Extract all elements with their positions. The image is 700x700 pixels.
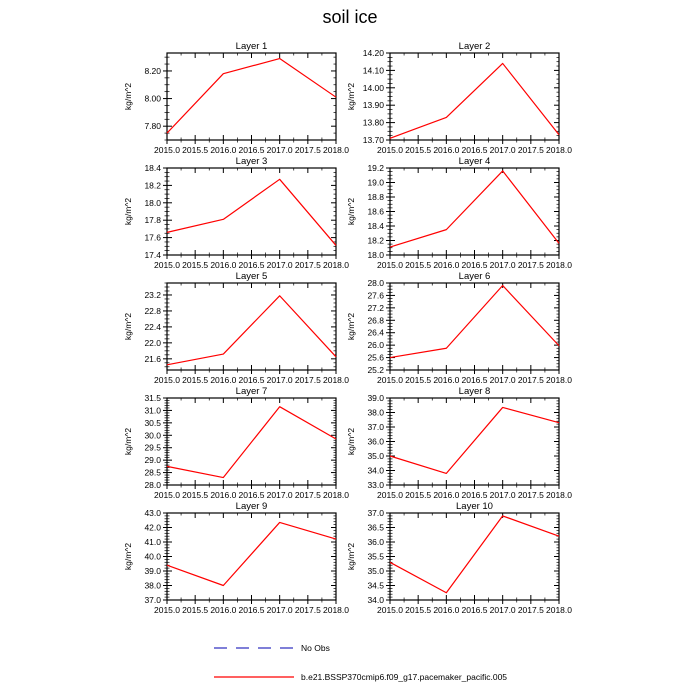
- plot-frame: [390, 283, 559, 370]
- svg-text:2016.0: 2016.0: [433, 260, 460, 270]
- svg-text:43.0: 43.0: [144, 508, 161, 518]
- chart-cell-layer-10: [345, 500, 581, 627]
- svg-text:7.80: 7.80: [144, 121, 161, 132]
- svg-text:2018.0: 2018.0: [546, 490, 572, 500]
- svg-text:35.5: 35.5: [367, 551, 384, 562]
- svg-text:38.0: 38.0: [144, 580, 161, 591]
- x-tick-labels: [377, 490, 572, 500]
- axis-ticks: [163, 168, 336, 259]
- series-line: [167, 296, 336, 365]
- svg-text:37.0: 37.0: [367, 508, 384, 518]
- svg-text:2017.0: 2017.0: [489, 375, 516, 385]
- svg-text:26.0: 26.0: [367, 340, 384, 351]
- svg-text:2017.0: 2017.0: [266, 375, 293, 385]
- subplot-title: Layer 2: [458, 41, 491, 52]
- chart-layer-10: [345, 500, 581, 627]
- subplot-title: Layer 1: [235, 41, 268, 52]
- y-axis-label: kg/m^2: [123, 542, 133, 571]
- svg-text:2017.0: 2017.0: [266, 145, 293, 155]
- svg-text:18.2: 18.2: [367, 235, 384, 246]
- plot-frame: [167, 513, 336, 600]
- svg-text:25.2: 25.2: [367, 365, 384, 375]
- series-line: [167, 407, 336, 478]
- x-tick-labels: [377, 605, 572, 615]
- svg-text:28.0: 28.0: [367, 278, 384, 288]
- svg-text:2016.5: 2016.5: [238, 375, 265, 385]
- chart-cell-layer-9: [122, 500, 358, 627]
- svg-text:2015.5: 2015.5: [405, 260, 432, 270]
- svg-text:2015.0: 2015.0: [154, 145, 180, 155]
- svg-text:17.8: 17.8: [144, 215, 161, 226]
- legend-item-model-run: [213, 670, 507, 683]
- chart-layer-2: [345, 40, 581, 167]
- chart-layer-3: [122, 155, 358, 282]
- svg-text:19.2: 19.2: [367, 163, 384, 173]
- subplot-title: Layer 4: [458, 156, 491, 167]
- y-tick-labels: [144, 508, 161, 605]
- svg-text:2016.0: 2016.0: [433, 490, 460, 500]
- legend-item-no-obs: [213, 641, 507, 654]
- subplot-title: Layer 3: [235, 156, 268, 167]
- svg-text:17.6: 17.6: [144, 232, 161, 243]
- svg-text:34.5: 34.5: [367, 580, 384, 591]
- legend: [213, 641, 507, 683]
- svg-text:13.70: 13.70: [362, 135, 384, 145]
- svg-text:2016.0: 2016.0: [210, 490, 237, 500]
- y-axis-label: kg/m^2: [123, 82, 133, 111]
- svg-text:2018.0: 2018.0: [323, 145, 349, 155]
- svg-text:35.0: 35.0: [367, 566, 384, 576]
- subplot-title: Layer 6: [458, 271, 491, 282]
- chart-layer-4: [345, 155, 581, 282]
- y-tick-labels: [363, 48, 385, 145]
- axis-ticks: [163, 513, 336, 604]
- axis-ticks: [163, 398, 336, 489]
- svg-text:2015.0: 2015.0: [377, 605, 403, 615]
- svg-text:2015.0: 2015.0: [154, 260, 180, 270]
- svg-text:2018.0: 2018.0: [323, 260, 349, 270]
- svg-text:23.2: 23.2: [144, 289, 161, 300]
- svg-text:18.0: 18.0: [367, 250, 384, 260]
- svg-text:28.5: 28.5: [144, 467, 161, 478]
- svg-text:2016.0: 2016.0: [433, 145, 460, 155]
- plot-frame: [167, 168, 336, 255]
- svg-text:34.0: 34.0: [367, 465, 384, 476]
- svg-text:2017.5: 2017.5: [517, 605, 544, 615]
- svg-text:22.4: 22.4: [144, 321, 161, 332]
- svg-text:2016.0: 2016.0: [210, 605, 237, 615]
- svg-text:2015.0: 2015.0: [377, 260, 403, 270]
- x-tick-labels: [154, 375, 349, 385]
- y-axis-label: kg/m^2: [346, 312, 356, 341]
- svg-text:2015.0: 2015.0: [154, 605, 180, 615]
- svg-text:18.6: 18.6: [367, 206, 384, 217]
- svg-text:2016.0: 2016.0: [210, 260, 237, 270]
- svg-text:39.0: 39.0: [367, 393, 384, 403]
- svg-text:18.4: 18.4: [367, 221, 384, 231]
- svg-text:14.10: 14.10: [362, 65, 384, 76]
- svg-text:26.4: 26.4: [367, 327, 384, 338]
- svg-text:2016.5: 2016.5: [238, 145, 265, 155]
- chart-layer-5: [122, 270, 358, 397]
- svg-text:30.0: 30.0: [144, 430, 161, 441]
- svg-text:8.00: 8.00: [144, 93, 161, 104]
- svg-text:2015.0: 2015.0: [377, 145, 403, 155]
- chart-layer-6: [345, 270, 581, 397]
- chart-cell-layer-1: [122, 40, 358, 167]
- series-line: [390, 171, 559, 247]
- y-axis-label: kg/m^2: [123, 312, 133, 341]
- svg-text:18.8: 18.8: [367, 192, 384, 202]
- y-axis-label: kg/m^2: [346, 542, 356, 571]
- svg-text:2017.5: 2017.5: [294, 375, 321, 385]
- y-tick-labels: [367, 393, 384, 490]
- plot-frame: [167, 283, 336, 370]
- svg-text:2017.0: 2017.0: [266, 490, 293, 500]
- svg-text:2017.5: 2017.5: [517, 145, 544, 155]
- svg-text:2018.0: 2018.0: [323, 490, 349, 500]
- subplot-title: Layer 10: [456, 501, 493, 512]
- svg-text:36.0: 36.0: [367, 436, 384, 447]
- y-tick-labels: [144, 163, 161, 260]
- svg-text:40.0: 40.0: [144, 551, 161, 562]
- svg-text:34.0: 34.0: [367, 595, 384, 605]
- svg-text:2015.0: 2015.0: [154, 375, 180, 385]
- svg-text:2016.5: 2016.5: [461, 145, 488, 155]
- subplot-title: Layer 8: [458, 386, 491, 397]
- svg-text:2017.0: 2017.0: [266, 605, 293, 615]
- svg-text:2017.0: 2017.0: [489, 145, 516, 155]
- svg-text:13.80: 13.80: [362, 117, 384, 128]
- svg-text:2018.0: 2018.0: [546, 605, 572, 615]
- svg-text:2016.5: 2016.5: [461, 375, 488, 385]
- x-tick-labels: [154, 145, 349, 155]
- svg-text:2017.5: 2017.5: [294, 490, 321, 500]
- y-tick-labels: [144, 393, 161, 490]
- svg-text:2017.0: 2017.0: [489, 260, 516, 270]
- svg-text:2016.5: 2016.5: [461, 260, 488, 270]
- svg-text:2017.5: 2017.5: [517, 375, 544, 385]
- svg-text:2018.0: 2018.0: [546, 145, 572, 155]
- svg-text:2015.5: 2015.5: [182, 490, 209, 500]
- legend-label-model-run: b.e21.BSSP370cmip6.f09_g17.pacemaker_pacific.005: [301, 671, 508, 682]
- svg-text:31.5: 31.5: [144, 393, 161, 403]
- svg-text:14.00: 14.00: [362, 82, 384, 93]
- y-axis-label: kg/m^2: [123, 427, 133, 456]
- svg-text:2015.5: 2015.5: [405, 605, 432, 615]
- svg-text:2017.0: 2017.0: [489, 490, 516, 500]
- svg-text:2015.5: 2015.5: [182, 260, 209, 270]
- x-tick-labels: [377, 260, 572, 270]
- svg-text:2017.5: 2017.5: [294, 260, 321, 270]
- chart-layer-9: [122, 500, 358, 627]
- svg-text:42.0: 42.0: [144, 522, 161, 533]
- series-line: [167, 59, 336, 134]
- chart-cell-layer-5: [122, 270, 358, 397]
- svg-text:2016.0: 2016.0: [433, 605, 460, 615]
- svg-text:2015.5: 2015.5: [182, 605, 209, 615]
- svg-text:2018.0: 2018.0: [546, 260, 572, 270]
- solid-line-swatch: [213, 674, 295, 680]
- svg-text:19.0: 19.0: [367, 177, 384, 188]
- svg-text:2018.0: 2018.0: [546, 375, 572, 385]
- svg-text:2017.5: 2017.5: [517, 260, 544, 270]
- svg-text:39.0: 39.0: [144, 566, 161, 576]
- subplot-title: Layer 5: [235, 271, 268, 282]
- svg-text:2016.5: 2016.5: [461, 605, 488, 615]
- y-tick-labels: [144, 66, 161, 131]
- series-line: [390, 407, 559, 473]
- svg-text:2015.5: 2015.5: [405, 490, 432, 500]
- svg-text:2016.0: 2016.0: [210, 375, 237, 385]
- chart-cell-layer-2: [345, 40, 581, 167]
- y-tick-labels: [367, 278, 384, 375]
- svg-text:2017.5: 2017.5: [294, 145, 321, 155]
- plot-frame: [390, 53, 559, 140]
- svg-text:2016.0: 2016.0: [210, 145, 237, 155]
- chart-cell-layer-4: [345, 155, 581, 282]
- series-line: [390, 285, 559, 357]
- svg-text:2015.5: 2015.5: [182, 375, 209, 385]
- subplot-title: Layer 7: [235, 386, 268, 397]
- page-title: soil ice: [322, 7, 378, 27]
- svg-text:21.6: 21.6: [144, 353, 161, 364]
- svg-text:2015.0: 2015.0: [377, 375, 403, 385]
- chart-layer-1: [122, 40, 358, 167]
- legend-label-no-obs: No Obs: [301, 642, 330, 653]
- series-line: [167, 179, 336, 245]
- y-axis-label: kg/m^2: [346, 197, 356, 226]
- svg-text:36.5: 36.5: [367, 522, 384, 533]
- chart-cell-layer-8: [345, 385, 581, 512]
- svg-text:2017.5: 2017.5: [294, 605, 321, 615]
- svg-text:22.0: 22.0: [144, 337, 161, 348]
- y-tick-labels: [367, 508, 384, 605]
- series-line: [390, 63, 559, 138]
- svg-text:28.0: 28.0: [144, 480, 161, 490]
- svg-text:41.0: 41.0: [144, 537, 161, 547]
- subplot-title: Layer 9: [235, 501, 268, 512]
- svg-text:2016.5: 2016.5: [461, 490, 488, 500]
- svg-text:2018.0: 2018.0: [323, 375, 349, 385]
- chart-cell-layer-7: [122, 385, 358, 512]
- svg-text:26.8: 26.8: [367, 315, 384, 326]
- x-tick-labels: [154, 605, 349, 615]
- svg-text:18.2: 18.2: [144, 180, 161, 191]
- svg-text:2018.0: 2018.0: [323, 605, 349, 615]
- svg-text:2015.5: 2015.5: [405, 145, 432, 155]
- y-axis-label: kg/m^2: [123, 197, 133, 226]
- svg-text:38.0: 38.0: [367, 407, 384, 418]
- y-tick-labels: [367, 163, 384, 260]
- chart-cell-layer-6: [345, 270, 581, 397]
- axis-ticks: [386, 283, 559, 374]
- x-tick-labels: [154, 260, 349, 270]
- plot-frame: [390, 513, 559, 600]
- svg-text:37.0: 37.0: [144, 595, 161, 605]
- series-line: [167, 522, 336, 585]
- svg-text:30.5: 30.5: [144, 417, 161, 428]
- y-axis-label: kg/m^2: [346, 82, 356, 111]
- series-line: [390, 516, 559, 593]
- svg-text:25.6: 25.6: [367, 352, 384, 363]
- svg-text:2016.5: 2016.5: [238, 260, 265, 270]
- chart-cell-layer-3: [122, 155, 358, 282]
- svg-text:29.0: 29.0: [144, 455, 161, 466]
- svg-text:2016.5: 2016.5: [238, 490, 265, 500]
- dashed-line-swatch: [213, 645, 295, 651]
- svg-text:27.2: 27.2: [367, 302, 384, 313]
- svg-text:17.4: 17.4: [144, 250, 161, 260]
- x-tick-labels: [154, 490, 349, 500]
- svg-text:2016.0: 2016.0: [433, 375, 460, 385]
- svg-text:8.20: 8.20: [144, 65, 161, 76]
- svg-text:2015.0: 2015.0: [377, 490, 403, 500]
- svg-text:2017.0: 2017.0: [266, 260, 293, 270]
- plot-frame: [390, 398, 559, 485]
- svg-text:22.8: 22.8: [144, 305, 161, 316]
- svg-text:18.0: 18.0: [144, 197, 161, 208]
- svg-text:2015.5: 2015.5: [182, 145, 209, 155]
- y-axis-label: kg/m^2: [346, 427, 356, 456]
- svg-text:2015.0: 2015.0: [154, 490, 180, 500]
- svg-text:14.20: 14.20: [362, 48, 384, 58]
- svg-text:2017.5: 2017.5: [517, 490, 544, 500]
- svg-text:37.0: 37.0: [367, 422, 384, 432]
- svg-text:13.90: 13.90: [362, 100, 384, 111]
- x-tick-labels: [377, 375, 572, 385]
- svg-text:36.0: 36.0: [367, 537, 384, 547]
- svg-text:31.0: 31.0: [144, 405, 161, 416]
- y-tick-labels: [144, 290, 161, 364]
- x-tick-labels: [377, 145, 572, 155]
- svg-text:2016.5: 2016.5: [238, 605, 265, 615]
- svg-text:18.4: 18.4: [144, 163, 161, 173]
- axis-ticks: [386, 168, 559, 259]
- svg-text:2015.5: 2015.5: [405, 375, 432, 385]
- svg-text:35.0: 35.0: [367, 451, 384, 461]
- svg-text:29.5: 29.5: [144, 442, 161, 453]
- svg-text:27.6: 27.6: [367, 290, 384, 301]
- chart-layer-7: [122, 385, 358, 512]
- chart-layer-8: [345, 385, 581, 512]
- svg-text:2017.0: 2017.0: [489, 605, 516, 615]
- svg-text:33.0: 33.0: [367, 480, 384, 490]
